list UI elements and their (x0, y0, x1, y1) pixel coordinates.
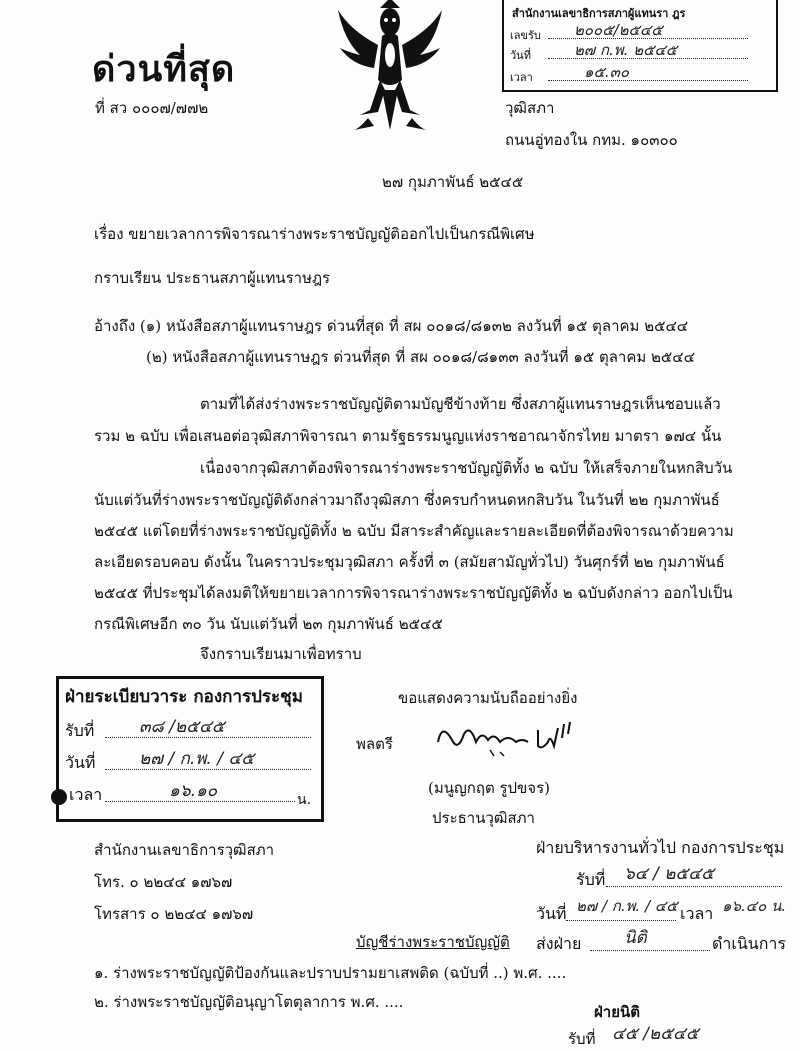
top-stamp-time-label: เวลา (510, 71, 533, 84)
right-stamp-send-label: ส่งฝ่าย (536, 934, 582, 953)
right-stamp-time-value: ๑๖.๔๐ น. (722, 897, 787, 915)
right-stamp-action-label: ดำเนินการ (712, 934, 786, 953)
footer-phone: โทร. ๐ ๒๒๔๔ ๑๗๖๗ (94, 873, 233, 891)
signature-icon (430, 712, 610, 762)
bill-list-item: ๑. ร่างพระราชบัญญัติป้องกันและปราบปรามยาเสพติด (ฉบับที่ ..) พ.ศ. .... (94, 964, 567, 982)
left-stamp-date-label: วันที่ (65, 753, 96, 772)
bill-list-title: บัญชีร่างพระราชบัญญัติ (356, 933, 510, 951)
right-stamp-title: ฝ่ายบริหารงานทั่วไป กองการประชุม (536, 838, 785, 857)
top-stamp-no-label: เลขรับ (510, 29, 541, 42)
right-stamp-time-label: เวลา (680, 904, 714, 923)
sender-org: วุฒิสภา (505, 99, 555, 117)
bottom-stamp-title: ฝ่ายนิติ (594, 1003, 640, 1021)
bill-list-item: ๒. ร่างพระราชบัญญัติอนุญาโตตุลาการ พ.ศ. .... (94, 993, 404, 1011)
body-line: จึงกราบเรียนมาเพื่อทราบ (200, 645, 362, 663)
document-number: ที่ สว ๐๐๐๗/๗๗๒ (95, 99, 209, 117)
left-stamp-title: ฝ่ายระเบียบวาระ กองการประชุม (65, 687, 303, 707)
left-stamp-recv-label: รับที่ (65, 721, 95, 740)
top-receipt-stamp (502, 0, 778, 92)
left-stamp-line-2 (105, 769, 311, 770)
body-line: นับแต่วันที่ร่างพระราชบัญญัติดังกล่าวมาถึงวุฒิสภา ซึ่งครบกำหนดหกสิบวัน ในวันที่ ๒๒ กุมภาพันธ์ (94, 491, 720, 509)
punch-hole-icon (51, 789, 67, 805)
right-stamp-recv-value: ๖๔ / ๒๕๔๕ (624, 864, 714, 884)
urgency-heading: ด่วนที่สุด (92, 48, 236, 90)
sender-address: ถนนอู่ทองใน กทม. ๑๐๓๐๐ (505, 131, 678, 149)
top-stamp-divider-3 (548, 80, 748, 81)
reference-1: อ้างถึง (๑) หนังสือสภาผู้แทนราษฎร ด่วนที่สุด ที่ สผ ๐๐๑๘/๘๑๓๒ ลงวันที่ ๑๕ ตุลาคม ๒๕๔๔ (94, 317, 689, 335)
body-line: ๒๕๔๕ แต่โดยที่ร่างพระราชบัญญัติทั้ง ๒ ฉบับ มีสาระสำคัญและรายละเอียดที่ต้องพิจารณาด้วยความ (94, 522, 734, 540)
body-line: ๒๕๔๕ ที่ประชุมได้ลงมติให้ขยายเวลาการพิจารณาร่างพระราชบัญญัติทั้ง ๒ ฉบับดังกล่าว ออกไปเป็น (94, 584, 733, 602)
left-stamp-recv-value: ๓๘ /๒๕๔๕ (139, 717, 225, 737)
top-stamp-time-value: ๑๕.๓๐ (584, 63, 630, 81)
bottom-stamp-recv-label: รับที่ (568, 1030, 596, 1048)
right-stamp-line-1 (606, 886, 782, 887)
signer-name: (มนูญกฤต รูปขจร) (428, 779, 550, 797)
body-line: ตามที่ได้ส่งร่างพระราชบัญญัติตามบัญชีข้างท้าย ซึ่งสภาผู้แทนราษฎรเห็นชอบแล้ว (200, 395, 721, 413)
left-stamp-time-unit: น. (297, 792, 312, 808)
top-stamp-date-value: ๒๗ ก.พ. ๒๕๔๕ (574, 41, 678, 59)
left-stamp-line-1 (105, 737, 311, 738)
right-stamp-send-value: นิติ (624, 928, 647, 948)
document-date: ๒๗ กุมภาพันธ์ ๒๕๔๕ (382, 173, 524, 191)
top-stamp-date-label: วันที่ (510, 49, 531, 62)
left-stamp-date-value: ๒๗ / ก.พ. / ๔๕ (139, 749, 255, 769)
left-stamp-time-value: ๑๖.๑๐ (169, 781, 218, 801)
reference-2: (๒) หนังสือสภาผู้แทนราษฎร ด่วนที่สุด ที่ สผ ๐๐๑๘/๘๑๓๓ ลงวันที่ ๑๕ ตุลาคม ๒๕๔๔ (146, 348, 695, 366)
subject-line: เรื่อง ขยายเวลาการพิจารณาร่างพระราชบัญญัติออกไปเป็นกรณีพิเศษ (94, 225, 535, 243)
footer-fax: โทรสาร ๐ ๒๒๔๔ ๑๗๖๗ (94, 905, 254, 923)
right-stamp-recv-label: รับที่ (576, 870, 606, 889)
right-stamp-date-label: วันที่ (536, 904, 567, 923)
right-stamp-line-3 (590, 950, 710, 951)
body-line: เนื่องจากวุฒิสภาต้องพิจารณาร่างพระราชบัญญัติทั้ง ๒ ฉบับ ให้เสร็จภายในหกสิบวัน (200, 459, 733, 477)
footer-office: สำนักงานเลขาธิการวุฒิสภา (94, 841, 275, 859)
top-stamp-no-value: ๒๐๐๕/๒๕๔๕ (574, 21, 663, 39)
body-line: กรณีพิเศษอีก ๓๐ วัน นับแต่วันที่ ๒๓ กุมภาพันธ์ ๒๕๔๕ (94, 615, 443, 633)
top-stamp-divider-2 (548, 58, 748, 59)
closing-regards: ขอแสดงความนับถืออย่างยิ่ง (398, 689, 578, 707)
right-stamp-date-value: ๒๗ / ก.พ. / ๔๕ (576, 897, 678, 915)
body-line: ละเอียดรอบคอบ ดังนั้น ในคราวประชุมวุฒิสภา ครั้งที่ ๓ (สมัยสามัญทั่วไป) วันศุกร์ที่ ๒๒ กุมภาพันธ์ (94, 553, 725, 571)
garuda-emblem-icon (330, 0, 450, 135)
signer-rank: พลตรี (356, 735, 393, 753)
body-line: รวม ๒ ฉบับ เพื่อเสนอต่อวุฒิสภาพิจารณา ตามรัฐธรรมนูญแห่งราชอาณาจักรไทย มาตรา ๑๗๔ นั้น (94, 427, 722, 445)
left-stamp-time-label: เวลา (69, 785, 103, 804)
salutation-line: กราบเรียน ประธานสภาผู้แทนราษฎร (94, 269, 331, 287)
left-stamp-line-3 (105, 801, 295, 802)
signer-position: ประธานวุฒิสภา (432, 809, 535, 827)
agenda-registry-stamp (56, 676, 324, 822)
bottom-stamp-recv-value: ๔๕ /๒๕๔๕ (612, 1024, 699, 1044)
top-stamp-title: สำนักงานเลขาธิการสภาผู้แทนรา ฎร (512, 7, 686, 20)
right-stamp-line-2 (566, 920, 676, 921)
